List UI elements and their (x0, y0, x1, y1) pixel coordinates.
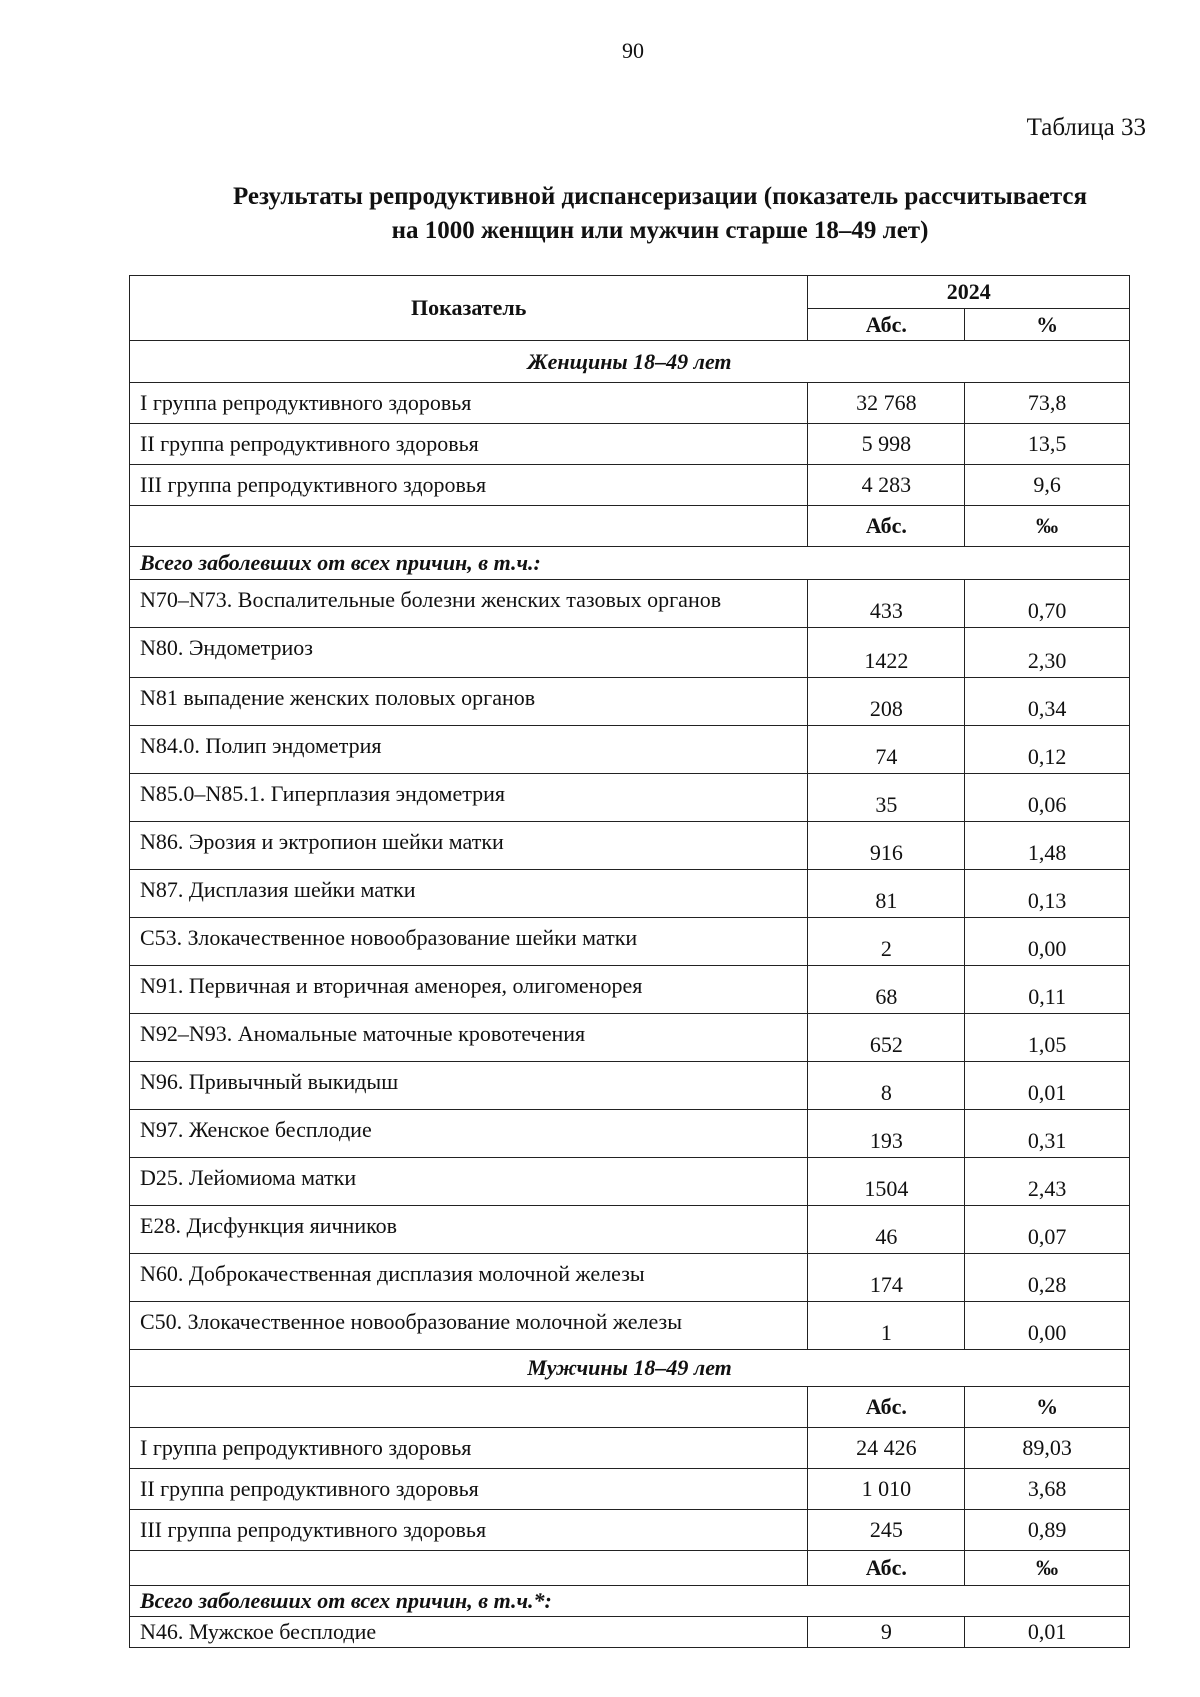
row-abs: 4 283 (808, 465, 965, 506)
table-row (130, 383, 1130, 424)
row-label: N81 выпадение женских половых органов (130, 678, 808, 726)
row-label: D25. Лейомиома матки (130, 1158, 808, 1206)
row-abs: 193 (808, 1110, 965, 1158)
row-rate: 1,48 (965, 822, 1130, 870)
row-rate: 2,43 (965, 1158, 1130, 1206)
section-title: Женщины 18–49 лет (130, 341, 1130, 383)
row-rate: 0,13 (965, 870, 1130, 918)
row-label: E28. Дисфункция яичников (130, 1206, 808, 1254)
table-row (130, 870, 1130, 918)
row-label: I группа репродуктивного здоровья (130, 383, 808, 424)
row-label: N46. Мужское бесплодие (130, 1617, 808, 1648)
row-rate: 2,30 (965, 628, 1130, 678)
row-percent: 89,03 (965, 1428, 1130, 1469)
table-row (130, 424, 1130, 465)
table-row (130, 1510, 1130, 1551)
unit-permille: ‰ (965, 1551, 1130, 1586)
unit-percent: % (965, 1387, 1130, 1428)
table-row (130, 918, 1130, 966)
table-title (60, 180, 1200, 248)
unit-abs: Абс. (808, 1387, 965, 1428)
row-abs: 24 426 (808, 1428, 965, 1469)
units-row (130, 1387, 1130, 1428)
row-abs: 32 768 (808, 383, 965, 424)
row-abs: 1 010 (808, 1469, 965, 1510)
header-percent: % (965, 309, 1130, 341)
total-row (130, 547, 1130, 580)
section-men (130, 1350, 1130, 1387)
table-row (130, 465, 1130, 506)
row-label: II группа репродуктивного здоровья (130, 424, 808, 465)
row-rate: 0,01 (965, 1062, 1130, 1110)
unit-abs: Абс. (808, 506, 965, 547)
row-label: N91. Первичная и вторичная аменорея, олигоменорея (130, 966, 808, 1014)
table-row (130, 628, 1130, 678)
units-empty-cell (130, 506, 808, 547)
row-abs: 652 (808, 1014, 965, 1062)
row-rate: 1,05 (965, 1014, 1130, 1062)
total-label: Всего заболевших от всех причин, в т.ч.: (130, 547, 1130, 580)
table-row (130, 726, 1130, 774)
row-abs: 208 (808, 678, 965, 726)
row-abs: 68 (808, 966, 965, 1014)
row-abs: 74 (808, 726, 965, 774)
row-abs: 2 (808, 918, 965, 966)
row-abs: 9 (808, 1617, 965, 1648)
row-rate: 0,07 (965, 1206, 1130, 1254)
section-women (130, 341, 1130, 383)
row-rate: 0,12 (965, 726, 1130, 774)
table-label: Таблица 33 (1026, 114, 1146, 141)
total-row (130, 1586, 1130, 1617)
title-line-1: Результаты репродуктивной диспансеризации (показатель рассчитывается (232, 183, 1088, 210)
row-label: N85.0–N85.1. Гиперплазия эндометрия (130, 774, 808, 822)
row-abs: 174 (808, 1254, 965, 1302)
table-row (130, 774, 1130, 822)
table-row (130, 822, 1130, 870)
table-row (130, 1617, 1130, 1648)
row-percent: 3,68 (965, 1469, 1130, 1510)
row-percent: 0,89 (965, 1510, 1130, 1551)
units-row (130, 506, 1130, 547)
row-label: I группа репродуктивного здоровья (130, 1428, 808, 1469)
row-label: N86. Эрозия и эктропион шейки матки (130, 822, 808, 870)
unit-abs: Абс. (808, 1551, 965, 1586)
row-rate: 0,01 (965, 1617, 1130, 1648)
table-row (130, 678, 1130, 726)
table-row (130, 1428, 1130, 1469)
row-abs: 1 (808, 1302, 965, 1350)
table-row (130, 966, 1130, 1014)
units-empty-cell (130, 1551, 808, 1586)
row-abs: 1504 (808, 1158, 965, 1206)
row-abs: 35 (808, 774, 965, 822)
table-row (130, 1206, 1130, 1254)
row-abs: 433 (808, 580, 965, 628)
table-row (130, 1469, 1130, 1510)
row-percent: 9,6 (965, 465, 1130, 506)
row-abs: 245 (808, 1510, 965, 1551)
row-rate: 0,31 (965, 1110, 1130, 1158)
row-abs: 46 (808, 1206, 965, 1254)
unit-permille: ‰ (965, 506, 1130, 547)
row-abs: 8 (808, 1062, 965, 1110)
row-abs: 1422 (808, 628, 965, 678)
row-abs: 916 (808, 822, 965, 870)
row-label: N97. Женское бесплодие (130, 1110, 808, 1158)
row-abs: 5 998 (808, 424, 965, 465)
units-empty-cell (130, 1387, 808, 1428)
row-rate: 0,11 (965, 966, 1130, 1014)
title-line-2: на 1000 женщин или мужчин старше 18–49 лет) (391, 217, 929, 244)
row-percent: 73,8 (965, 383, 1130, 424)
results-table (129, 275, 1130, 1648)
row-label: N87. Дисплазия шейки матки (130, 870, 808, 918)
row-percent: 13,5 (965, 424, 1130, 465)
row-rate: 0,70 (965, 580, 1130, 628)
row-label: C53. Злокачественное новообразование шейки матки (130, 918, 808, 966)
table-row (130, 580, 1130, 628)
table-row (130, 1014, 1130, 1062)
row-label: N80. Эндометриоз (130, 628, 808, 678)
header-year: 2024 (808, 276, 1130, 309)
table-row (130, 1062, 1130, 1110)
row-abs: 81 (808, 870, 965, 918)
table-row (130, 1110, 1130, 1158)
header-abs: Абс. (808, 309, 965, 341)
row-label: N84.0. Полип эндометрия (130, 726, 808, 774)
row-label: N92–N93. Аномальные маточные кровотечения (130, 1014, 808, 1062)
row-label: III группа репродуктивного здоровья (130, 465, 808, 506)
total-label: Всего заболевших от всех причин, в т.ч.*: (130, 1586, 1130, 1617)
table-row (130, 1254, 1130, 1302)
row-rate: 0,28 (965, 1254, 1130, 1302)
row-label: III группа репродуктивного здоровья (130, 1510, 808, 1551)
row-rate: 0,00 (965, 1302, 1130, 1350)
row-label: N60. Доброкачественная дисплазия молочной железы (130, 1254, 808, 1302)
units-row (130, 1551, 1130, 1586)
table-row (130, 1302, 1130, 1350)
row-label: N96. Привычный выкидыш (130, 1062, 808, 1110)
row-rate: 0,00 (965, 918, 1130, 966)
row-label: N70–N73. Воспалительные болезни женских тазовых органов (130, 580, 808, 628)
row-label: II группа репродуктивного здоровья (130, 1469, 808, 1510)
table-row (130, 1158, 1130, 1206)
section-title: Мужчины 18–49 лет (130, 1350, 1130, 1387)
row-rate: 0,34 (965, 678, 1130, 726)
page-number: 90 (622, 38, 644, 63)
header-indicator: Показатель (130, 276, 808, 341)
row-label: C50. Злокачественное новообразование молочной железы (130, 1302, 808, 1350)
row-rate: 0,06 (965, 774, 1130, 822)
